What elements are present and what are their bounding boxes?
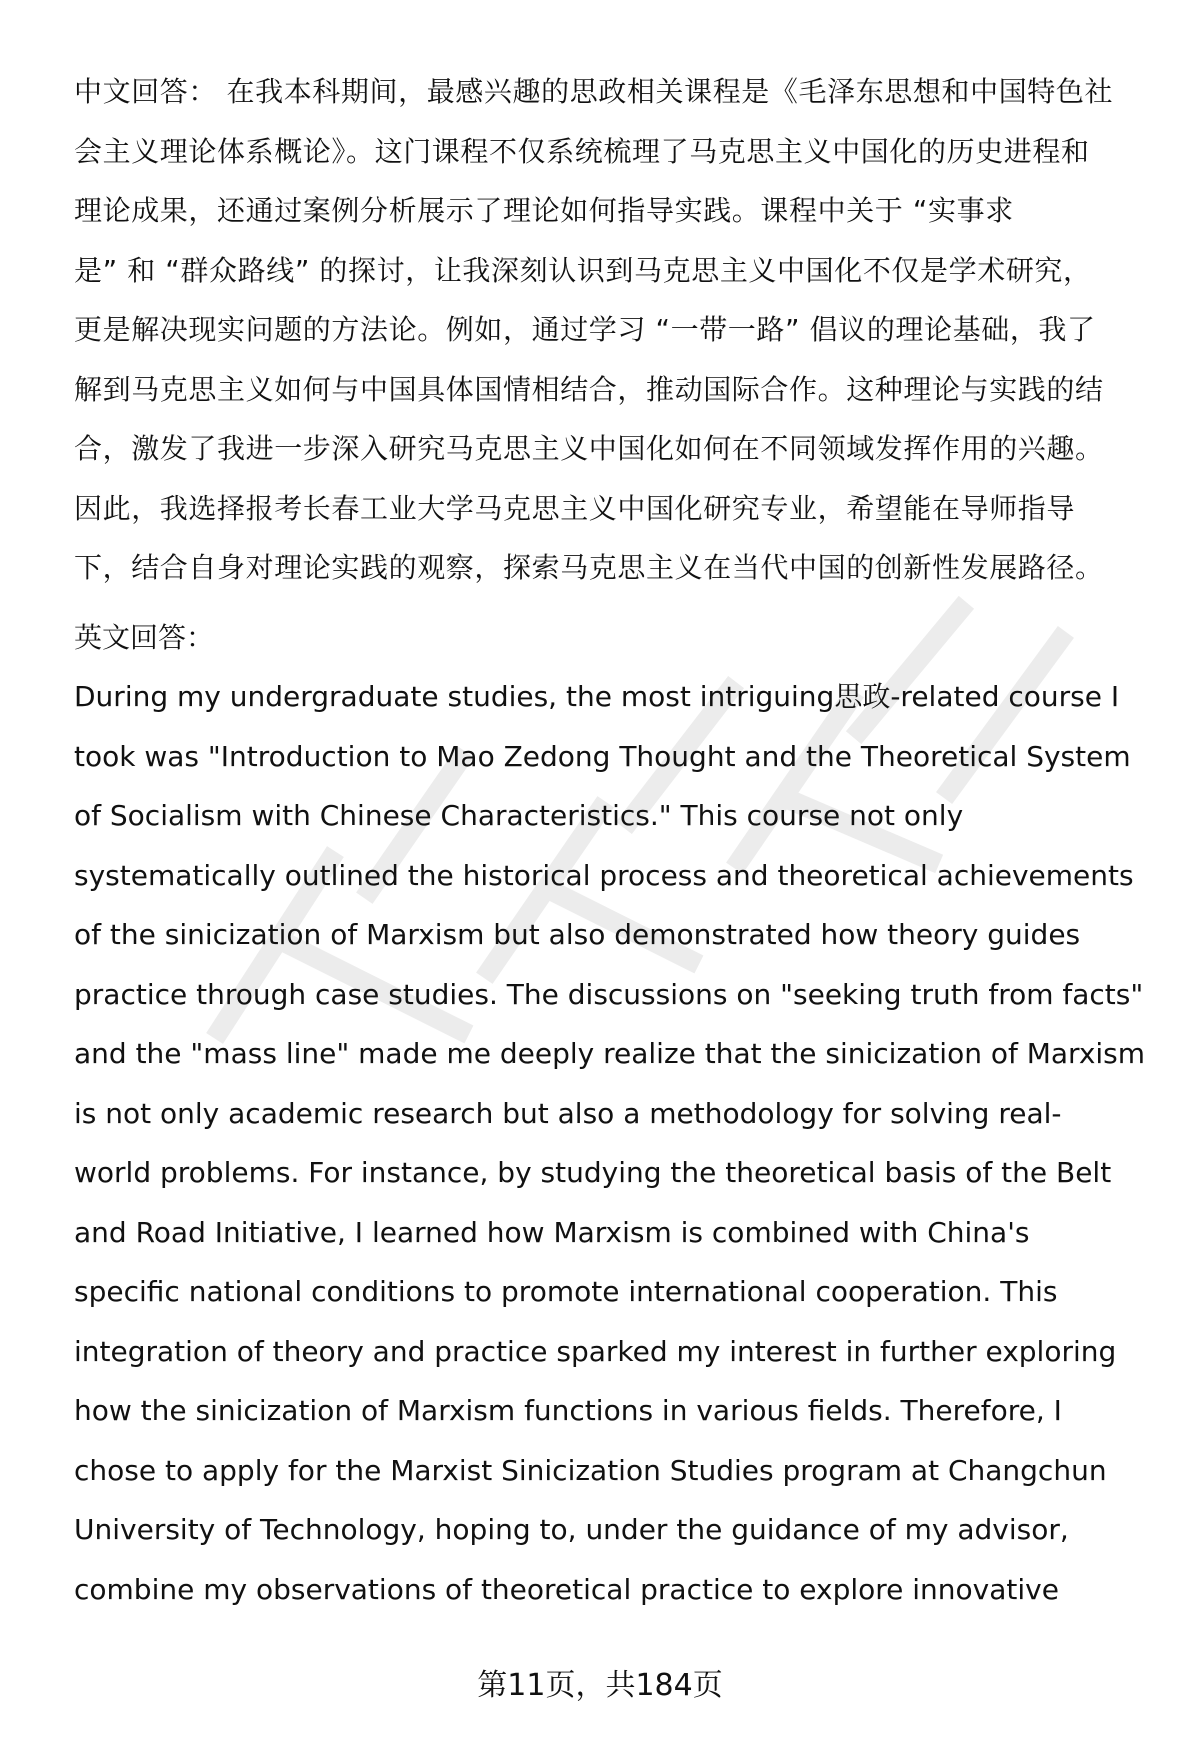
en-line: world problems. For instance, by studying the theoretical basis of the Belt	[74, 1156, 1112, 1189]
en-line: systematically outlined the historical process and theoretical achievements	[74, 858, 1134, 892]
cn-line: 会主义理论体系概论》。这门课程不仅系统梳理了马克思主义中国化的历史进程和	[74, 134, 1090, 168]
en-line: and the "mass line" made me deeply realize that the sinicization of Marxism	[74, 1037, 1146, 1070]
page-content	[74, 62, 1164, 1619]
chinese-answer	[74, 62, 1164, 598]
cn-line: 中文回答： 在我本科期间，最感兴趣的思政相关课程是《毛泽东思想和中国特色社	[74, 75, 1114, 108]
en-line: chose to apply for the Marxist Sinicization Studies program at Changchun	[74, 1453, 1107, 1487]
cn-line: 解到马克思主义如何与中国具体国情相结合，推动国际合作。这种理论与实践的结	[74, 372, 1104, 406]
en-line: and Road Initiative, I learned how Marxism is combined with China's	[74, 1215, 1030, 1249]
en-line: practice through case studies. The discussions on "seeking truth from facts"	[74, 977, 1144, 1011]
en-line: University of Technology, hoping to, under the guidance of my advisor,	[74, 1513, 1069, 1546]
en-line: combine my observations of theoretical practice to explore innovative	[74, 1572, 1059, 1606]
page-number: 第11页，共184页	[477, 1668, 723, 1703]
en-line: how the sinicization of Marxism functions in various fields. Therefore, I	[74, 1394, 1062, 1427]
cn-line: 下，结合自身对理论实践的观察，探索马克思主义在当代中国的创新性发展路径。	[74, 551, 1104, 584]
en-line: of Socialism with Chinese Characteristics." This course not only	[74, 799, 964, 832]
cn-line: 理论成果，还通过案例分析展示了理论如何指导实践。课程中关于 “实事求	[74, 194, 1014, 227]
en-line: is not only academic research but also a methodology for solving real-	[74, 1096, 1062, 1130]
en-line: took was "Introduction to Mao Zedong Thought and the Theoretical System	[74, 739, 1131, 773]
english-answer-heading: 英文回答：	[74, 620, 215, 654]
cn-line: 合，激发了我进一步深入研究马克思主义中国化如何在不同领域发挥作用的兴趣。	[74, 432, 1104, 465]
cn-line: 更是解决现实问题的方法论。例如，通过学习 “一带一路” 倡议的理论基础，我了	[74, 313, 1096, 346]
en-line: integration of theory and practice sparked my interest in further exploring	[74, 1334, 1117, 1368]
en-line: of the sinicization of Marxism but also demonstrated how theory guides	[74, 918, 1081, 951]
english-answer	[74, 608, 1164, 1620]
cn-line: 是” 和 “群众路线” 的探讨，让我深刻认识到马克思主义中国化不仅是学术研究，	[74, 253, 1092, 287]
cn-line: 因此，我选择报考长春工业大学马克思主义中国化研究专业，希望能在导师指导	[74, 491, 1076, 525]
en-line: During my undergraduate studies, the most intriguing思政-related course I	[74, 680, 1120, 713]
en-line: specific national conditions to promote international cooperation. This	[74, 1275, 1058, 1308]
